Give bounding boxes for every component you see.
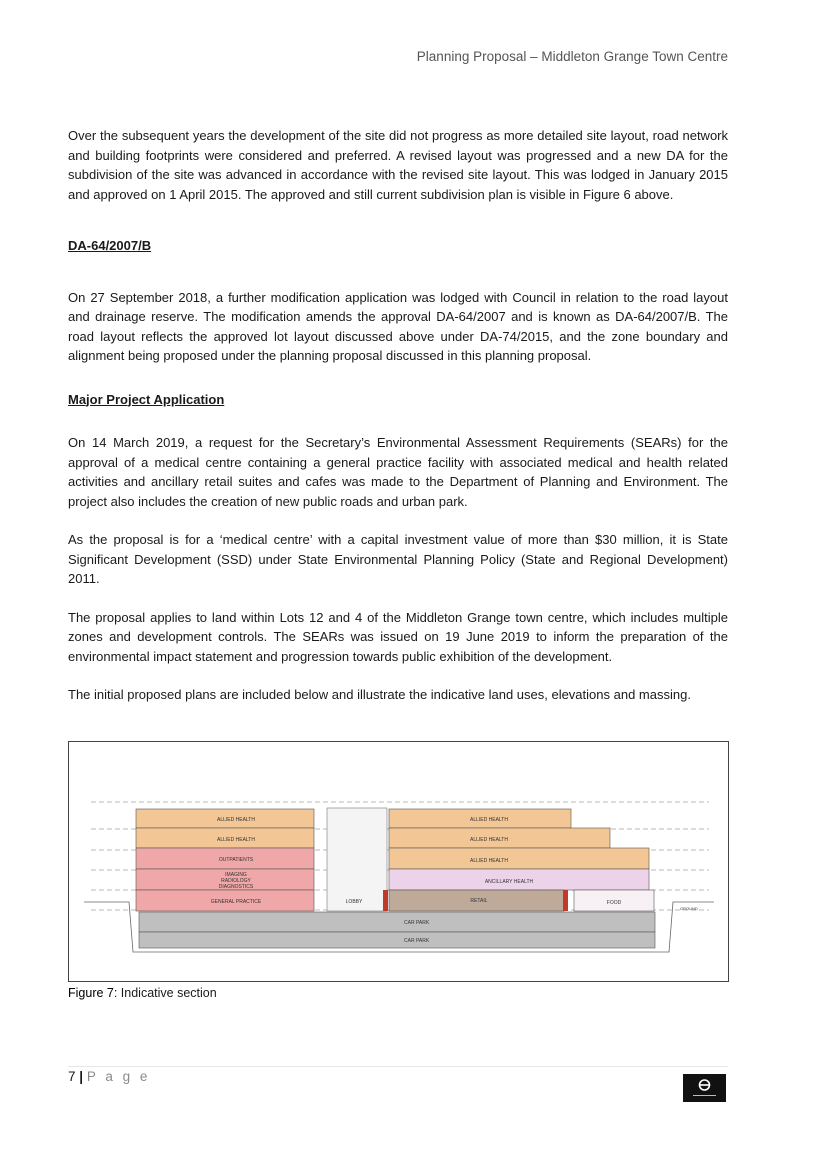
paragraph: The initial proposed plans are included below and illustrate the indicative land uses, elevations and massing.: [68, 687, 691, 702]
page-number: 7: [68, 1069, 76, 1084]
label-allied-health: ALLIED HEALTH: [217, 817, 255, 823]
allied-health-right-3: [389, 848, 649, 869]
section-drawing-figure: [68, 741, 729, 982]
label-ancillary-health: ANCILLARY HEALTH: [484, 879, 534, 885]
label-ground-level: GROUND: [680, 906, 698, 911]
carpark-upper: [139, 912, 655, 932]
page-footer: [68, 1069, 150, 1084]
label-allied-health: ALLIED HEALTH: [470, 837, 508, 843]
label-car-park: CAR PARK: [404, 920, 430, 926]
retail-red-wall: [563, 890, 568, 911]
core-red-wall: [383, 890, 388, 911]
figure-caption: [68, 986, 217, 1000]
company-logo: [683, 1074, 726, 1102]
label-radiology: RADIOLOGY: [221, 878, 251, 884]
carpark-lower: [139, 932, 655, 948]
label-allied-health: ALLIED HEALTH: [217, 837, 255, 843]
building-section-diagram: [69, 742, 728, 981]
section-heading: DA-64/2007/B: [68, 238, 152, 253]
document-body: [68, 126, 728, 705]
paragraph: On 14 March 2019, a request for the Secretary’s Environmental Assessment Requirements (SEARs) for the approval of a medical centre containing a general practice facility with associated medical and health related activities and ancillary retail suites and cafes was made to the Department of Planning and Environment. The project also includes the creation of new public roads and urban park.: [68, 435, 728, 509]
figure-caption-text: : Indicative section: [113, 986, 217, 1000]
footer-divider: [68, 1066, 728, 1067]
label-diagnostics: DIAGNOSTICS: [218, 884, 254, 890]
page-header-title: Planning Proposal – Middleton Grange Town Centre: [416, 49, 728, 64]
label-car-park: CAR PARK: [404, 938, 430, 944]
paragraph: Over the subsequent years the development of the site did not progress as more detailed site layout, road network and building footprints were considered and preferred. A revised layout was progressed and a new DA for the subdivision of the site was advanced in accordance with the revised site layout. This was lodged in January 2015 and approved on 1 April 2015. The approved and still current subdivision plan is visible in Figure 6 above.: [68, 128, 728, 202]
figure-caption-label: Figure 7: [68, 986, 114, 1000]
footer-separator: |: [79, 1069, 84, 1084]
label-allied-health: ALLIED HEALTH: [470, 817, 508, 823]
label-lobby: LOBBY: [345, 899, 363, 905]
label-food: FOOD: [606, 900, 622, 906]
paragraph: On 27 September 2018, a further modification application was lodged with Council in relation to the road layout and drainage reserve. The modification amends the approval DA-64/2007 and is known as DA-64/2007/B. The road layout reflects the approved lot layout discussed above under DA-74/2015, and the zone boundary and alignment being proposed under the planning proposal discussed in this planning proposal.: [68, 289, 728, 363]
section-heading: Major Project Application: [68, 391, 225, 407]
label-allied-health: ALLIED HEALTH: [470, 858, 508, 864]
paragraph: The proposal applies to land within Lots 12 and 4 of the Middleton Grange town centre, which includes multiple zones and development controls. The SEARs was issued on 19 June 2019 to inform the preparation of the environmental impact statement and progression towards public exhibition of the development.: [68, 609, 728, 664]
paragraph: As the proposal is for a ‘medical centre’ with a capital investment value of more than $30 million, it is State Significant Development (SSD) under State Environmental Planning Policy (State and Regional Development) 2011.: [68, 532, 728, 586]
page-word: P a g e: [86, 1069, 151, 1084]
lobby-core: [327, 808, 387, 911]
label-general-practice: GENERAL PRACTICE: [210, 899, 262, 905]
label-retail: RETAIL: [470, 898, 488, 904]
label-outpatients: OUTPATIENTS: [218, 857, 254, 863]
label-imaging: IMAGING: [225, 872, 247, 878]
